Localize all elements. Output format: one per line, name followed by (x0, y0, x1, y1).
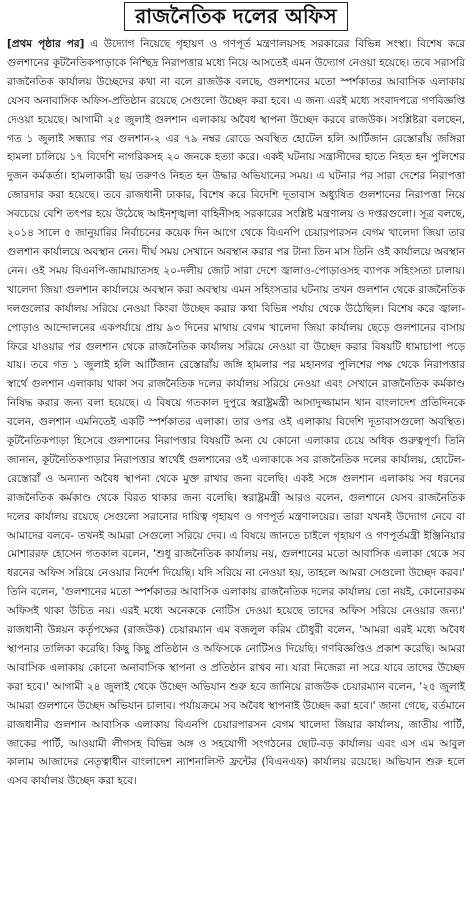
article-text: এ উদ্যোগ নিয়েছে গৃহায়ণ ও গণপূর্ত মন্ত্রণালয়সহ সরকারের বিভিন্ন সংস্থা। বিশেষ করে গুলশানের কূটনৈতিকপাড়াকে নিশ্ছিদ্র নিরাপত্তার মধ্যে নিয়ে আসতেই এমন উদ্যোগ নেওয়া হয়েছে। তবে সরাসরি রাজনৈতিক কার্যালয় উচ্ছেদের কথা না বলে রাজউক বলছে, গুলশানের মতো স্পর্শকাতর আবাসিক এলাকায় যেসব অনাবাসিক অফিস-প্রতিষ্ঠান রয়েছে সেগুলো উচ্ছেদ করা হবে। এ জন্য এরই মধ্যে সংবাদপত্রে গণবিজ্ঞপ্তি দেওয়া হয়েছে। আগামী ২৫ জুলাই গুলশান এলাকায় অবৈধ স্থাপনা উচ্ছেদ করবে রাজউক। সংশ্লিষ্টরা বলছেন, গত ১ জুলাই সন্ধ্যার পর গুলশান-২ এর ৭৯ নম্বর রোডে অবস্থিত হোটেল হলি আর্টিজান রেস্তোরাঁয় জঙ্গিরা হামলা চালিয়ে ১৭ বিদেশি নাগরিকসহ ২০ জনকে হত্যা করে। একই ঘটনায় সন্ত্রাসীদের হাতে নিহত হন পুলিশের দুজন কর্মকর্তা। হামলাকারী ছয় তরুণও নিহত হন উদ্ধার অভিযানের সময়। এ ঘটনার পর সারা দেশের নিরাপত্তা জোরদার করা হয়েছে। তবে রাজধানী ঢাকার, বিশেষ করে বিদেশি দূতাবাস অধ্যুষিত গুলশানের নিরাপত্তা নিয়ে সবচেয়ে বেশি তৎপর হয়ে উঠেছে আইনশৃঙ্খলা বাহিনীসহ সরকারের সংশ্লিষ্ট মন্ত্রণালয় ও দপ্তরগুলো। সূত্র বলছে, ২০১৪ সালে ৫ জানুয়ারির নির্বাচনের কয়েক দিন আগে থেকে বিএনপি চেয়ারপারসন বেগম খালেদা জিয়া তার গুলশান কার্যালয়ে অবস্থান নেন। দীর্ঘ সময় সেখানে অবস্থান করার পর টানা তিন মাস তিনি ওই কার্যালয়ে অবস্থান নেন। ওই সময় বিএনপি-জামায়াতসহ ২০-দলীয় জোট সারা দেশে জ্বালাও-পোড়াওসহ ব্যাপক সহিংসতা চালায়। খালেদা জিয়া গুলশান কার্যালয়ে অবস্থান করা অবস্থায় এমন সহিংসতার ঘটনায় তখন গুলশান থেকে রাজনৈতিক দলগুলোর কার্যালয় সরিয়ে নেওয়া কিংবা উচ্ছেদ করার কথা বিভিন্ন পর্যায় থেকে উঠেছিল। বিশেষ করে জ্বালা-পোড়াও আন্দোলনের একপর্যায়ে প্রায় ৯৩ দিনের মাথায় বেগম খালেদা জিয়া কার্যালয় ছেড়ে গুলশানের বাসায় ফিরে যাওয়ার পর গুলশান থেকে রাজনৈতিক কার্যালয় সরিয়ে নেওয়া বা উচ্ছেদ করার বিষয়টি ধামাচাপা পড়ে যায়। তবে গত ১ জুলাই হলি আর্টিজান রেস্তোরাঁয় জঙ্গি হামলার পর মহানগর পুলিশের পক্ষ থেকে নিরাপত্তার স্বার্থে গুলশান এলাকায় থাকা সব রাজনৈতিক দলের কার্যালয় সরিয়ে নেওয়া এবং সেখানে রাজনৈতিক কর্মকাণ্ড নিষিদ্ধ করার জন্য বলা হয়েছে। এ বিষয়ে গতকাল দুপুরে স্বরাষ্ট্রমন্ত্রী আসাদুজ্জামান খান বাংলাদেশ প্রতিদিনকে বলেন, গুলশান এমনিতেই একটি স্পর্শকাতর এলাকা। তার ওপর ওই এলাকায় বিদেশি দূতাবাসগুলো অবস্থিত। কূটনৈতিকপাড়া হিসেবে গুলশানের নিরাপত্তার বিষয়টি অন্য যে কোনো এলাকার চেয়ে অধিক গুরুত্বপূর্ণ। তিনি জানান, কূটনৈতিকপাড়ার নিরাপত্তার স্বার্থেই গুলশানের ওই এলাকাকে সব রাজনৈতিক দলের কার্যালয়, হোটেল-রেস্তোরাঁ ও অন্যান্য অবৈধ স্থাপনা থেকে মুক্ত রাখার জন্য বলেছি। একই সঙ্গে গুলশান এলাকায় সব ধরনের রাজনৈতিক কর্মকাণ্ড থেকে বিরত থাকার জন্য বলেছি। স্বরাষ্ট্রমন্ত্রী আরও বলেন, গুলশানে যেসব রাজনৈতিক দলের কার্যালয় রয়েছে সেগুলো সরানোর দায়িত্ব গৃহায়ণ ও গণপূর্ত মন্ত্রণালয়ের। তারা যখনই উদ্যোগ নেবে বা আমাদের বলবে- তখনই আমরা সেগুলো সরিয়ে দেব। এ বিষয়ে জানতে চাইলে গৃহায়ণ ও গণপূর্তমন্ত্রী ইঞ্জিনিয়ার মোশাররফ হোসেন গতকাল বলেন, 'শুধু রাজনৈতিক কার্যালয় নয়, গুলশানের মতো আবাসিক এলাকা থেকে সব ধরনের অফিস সরিয়ে নেওয়ার নির্দেশ দিয়েছি। যদি সরিয়ে না নেওয়া হয়, তাহলে আমরা সেগুলো উচ্ছেদ করব।' তিনি বলেন, 'গুলশানের মতো স্পর্শকাতর আবাসিক এলাকায় রাজনৈতিক দলের কার্যালয় তো নয়ই, কোনোরকম অফিসই থাকা উচিত নয়। এরই মধ্যে অনেককে নোটিস দেওয়া হয়েছে তাদের অফিস সরিয়ে নেওয়ার জন্য।' রাজধানী উন্নয়ন কর্তৃপক্ষের (রাজউক) চেয়ারম্যান এম বজলুল করিম চৌধুরী বলেন, 'আমরা এরই মধ্যে অবৈধ স্থাপনার তালিকা করেছি। কিছু কিছু প্রতিষ্ঠান ও অফিসকে নোটিসও দিয়েছি। গণবিজ্ঞপ্তিও প্রকাশ করেছি। আমরা আবাসিক এলাকায় কোনো অনাবাসিক স্থাপনা ও প্রতিষ্ঠান রাখব না। যারা নিজেরা না সরে যাবে তাদের উচ্ছেদ করা হবে।' আগামী ২৪ জুলাই থেকে উচ্ছেদ অভিযান শুরু হবে জানিয়ে রাজউক চেয়ারম্যান বলেন, '২৫ জুলাই আমরা গুলশানে উচ্ছেদ অভিযান চালাব। পর্যায়ক্রমে সব অবৈধ স্থাপনাই উচ্ছেদ করা হবে।' জানা গেছে, বর্তমানে রাজধানীর গুলশান আবাসিক এলাকায় বিএনপি চেয়ারপারসন বেগম খালেদা জিয়ার কার্যালয়, জাতীয় পার্টি, জাকের পার্টি, আওয়ামী লীগসহ বিভিন্ন অঙ্গ ও সহযোগী সংগঠনের ছোট-বড় কার্যালয় এবং এস এম আবুল কালাম আজাদের নেতৃত্বাধীন বাংলাদেশ ন্যাশনালিস্ট ফ্রন্টের (বিএনএফ) কার্যালয় রয়েছে। অভিযান শুরু হলে এসব কার্যালয় উচ্ছেদ করা হবে। (7, 38, 465, 788)
headline-container (7, 2, 465, 31)
continued-from-front-page-label: [প্রথম পৃষ্ঠার পর] (7, 38, 85, 50)
headline: রাজনৈতিক দলের অফিস (124, 2, 348, 31)
article-body (7, 35, 465, 921)
